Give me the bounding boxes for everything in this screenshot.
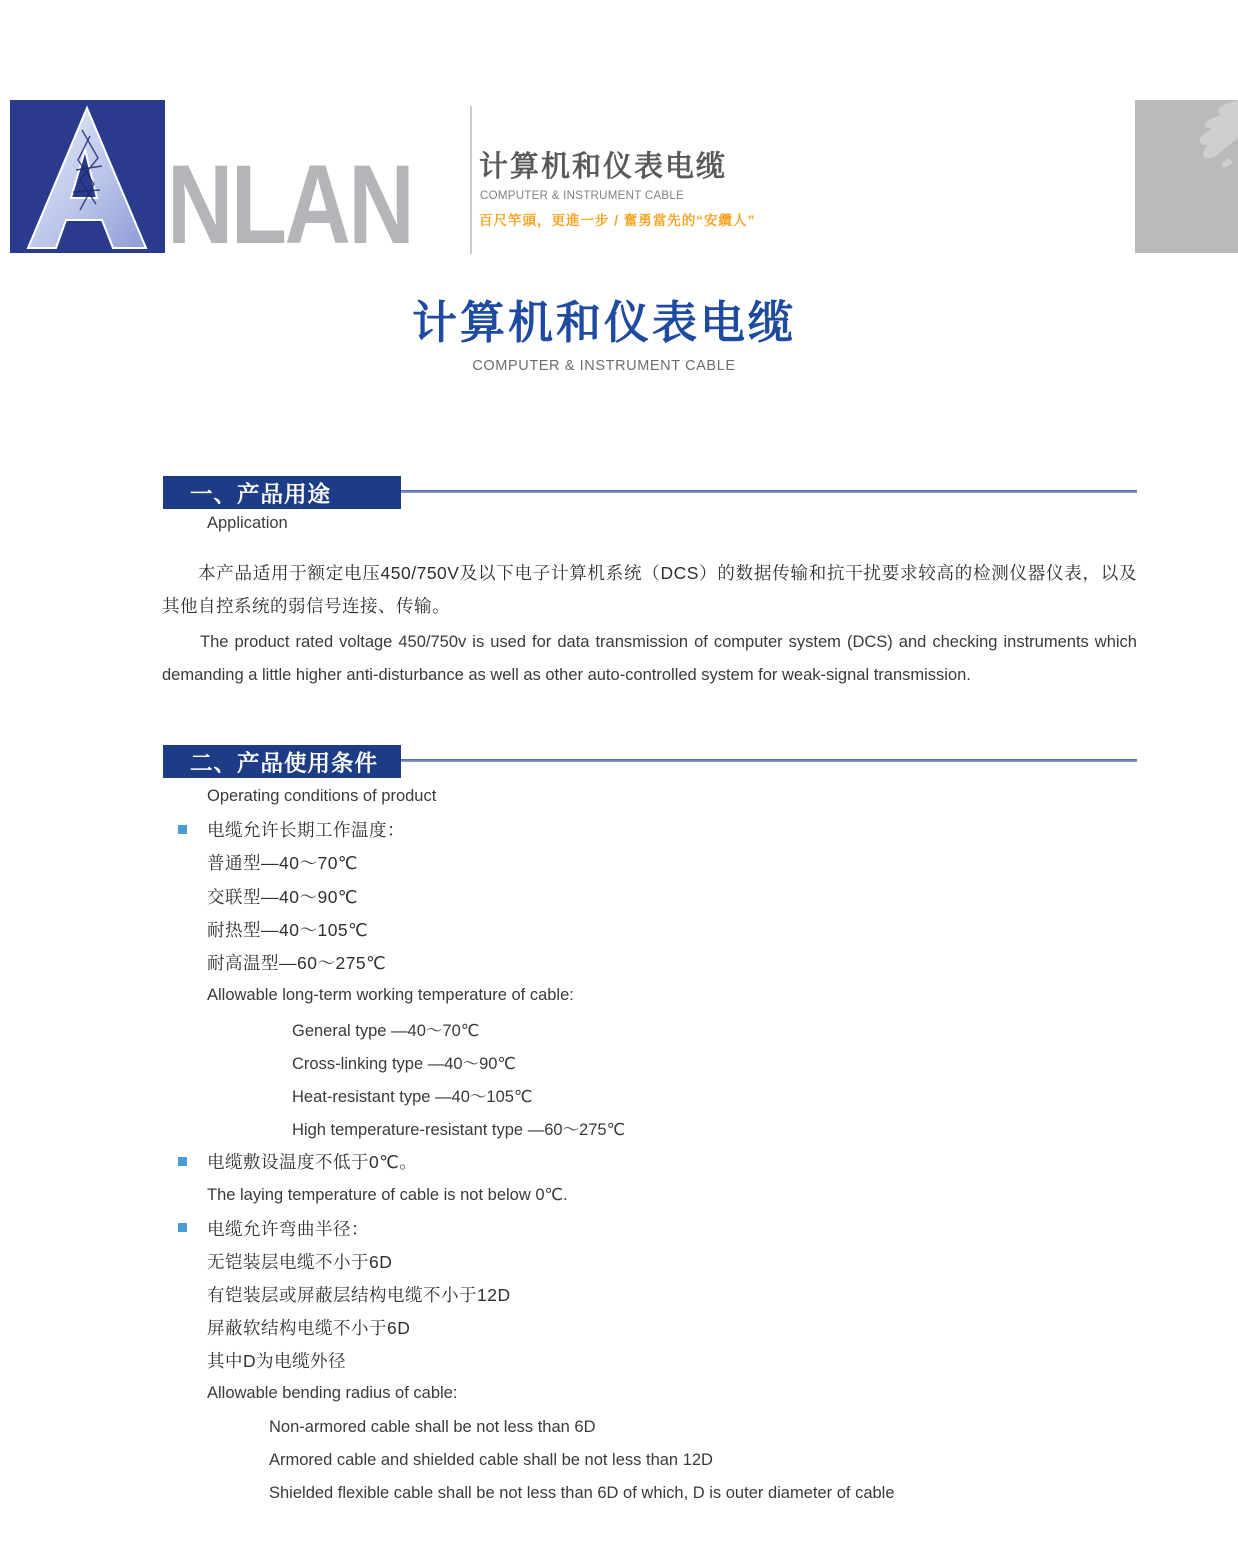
header-photo-block [1135, 100, 1238, 253]
list-line: 有铠装层或屏蔽层结构电缆不小于12D [207, 1284, 511, 1305]
list-line: 其中D为电缆外径 [207, 1351, 347, 1372]
bullet-square-icon [178, 1223, 187, 1232]
list-line: Shielded flexible cable shall be not less than 6D of which, D is outer diameter of cable [269, 1484, 895, 1503]
list-line: Allowable bending radius of cable: [207, 1384, 458, 1403]
bullet-square-icon [178, 1157, 187, 1166]
logo-text: NLAN [167, 142, 413, 267]
section-rule [400, 759, 1137, 762]
list-item-title: 电缆允许长期工作温度： [207, 820, 405, 841]
list-line: Cross-linking type —40～90℃ [292, 1055, 516, 1074]
leaf-icon [1135, 100, 1238, 253]
page-subtitle: COMPUTER & INSTRUMENT CABLE [472, 358, 736, 374]
header-product-title-cn: 计算机和仪表电缆 [479, 151, 728, 183]
list-item [162, 813, 1152, 846]
list-line: Armored cable and shielded cable shall be not less than 12D [269, 1450, 713, 1469]
operating-conditions-list [162, 780, 1152, 1510]
application-paragraph-cn: 本产品适用于额定电压450/750V及以下电子计算机系统（DCS）的数据传输和抗干扰要求较高的检测仪器仪表，以及其他自控系统的弱信号连接、传输。 [162, 563, 1137, 616]
list-line: Allowable long-term working temperature of cable: [207, 986, 574, 1005]
section-rule [400, 490, 1137, 493]
list-line: 无铠装层电缆不小于6D [207, 1251, 393, 1272]
list-line: General type —40～70℃ [292, 1021, 480, 1040]
list-line: The laying temperature of cable is not below 0℃. [207, 1185, 568, 1204]
list-line: High temperature-resistant type —60～275℃ [292, 1121, 626, 1140]
header-product-title-en: COMPUTER & INSTRUMENT CABLE [480, 190, 685, 202]
application-paragraph-en: The product rated voltage 450/750v is used for data transmission of computer system (DCS) and checking instruments which demanding a little higher anti-disturbance as well as other auto-controlled system for weak-signal transmission. [162, 633, 1137, 684]
list-line: 耐热型—40～105℃ [207, 919, 369, 940]
list-line: 屏蔽软结构电缆不小于6D [207, 1318, 411, 1339]
section-2-header [163, 745, 1137, 778]
bullet-square-icon [178, 825, 187, 834]
section-1-heading: 一、产品用途 [163, 476, 401, 509]
section-1-subheading: Application [207, 514, 288, 532]
section-2-heading: 二、产品使用条件 [163, 745, 401, 778]
list-item-title: 电缆允许弯曲半径： [207, 1218, 369, 1239]
page-title: 计算机和仪表电缆 [411, 297, 796, 348]
list-line: 普通型—40～70℃ [207, 853, 359, 874]
list-line: 交联型—40～90℃ [207, 886, 359, 907]
section-1-header [163, 476, 1137, 509]
header-divider [470, 106, 472, 254]
list-item-title: 电缆敷设温度不低于0℃。 [207, 1152, 418, 1173]
list-item [162, 1145, 1152, 1178]
header-slogan: 百尺竿頭，更進一步 / 奮勇當先的“安纜人” [479, 213, 756, 228]
list-line: 耐高温型—60～275℃ [207, 953, 387, 974]
list-line: Non-armored cable shall be not less than 6D [269, 1417, 596, 1436]
list-line: Heat-resistant type —40～105℃ [292, 1088, 533, 1107]
logo-a-icon [10, 100, 165, 253]
list-item [162, 1211, 1152, 1244]
anlan-logo-mark-icon [10, 100, 165, 253]
section-2-subheading: Operating conditions of product [207, 787, 437, 806]
